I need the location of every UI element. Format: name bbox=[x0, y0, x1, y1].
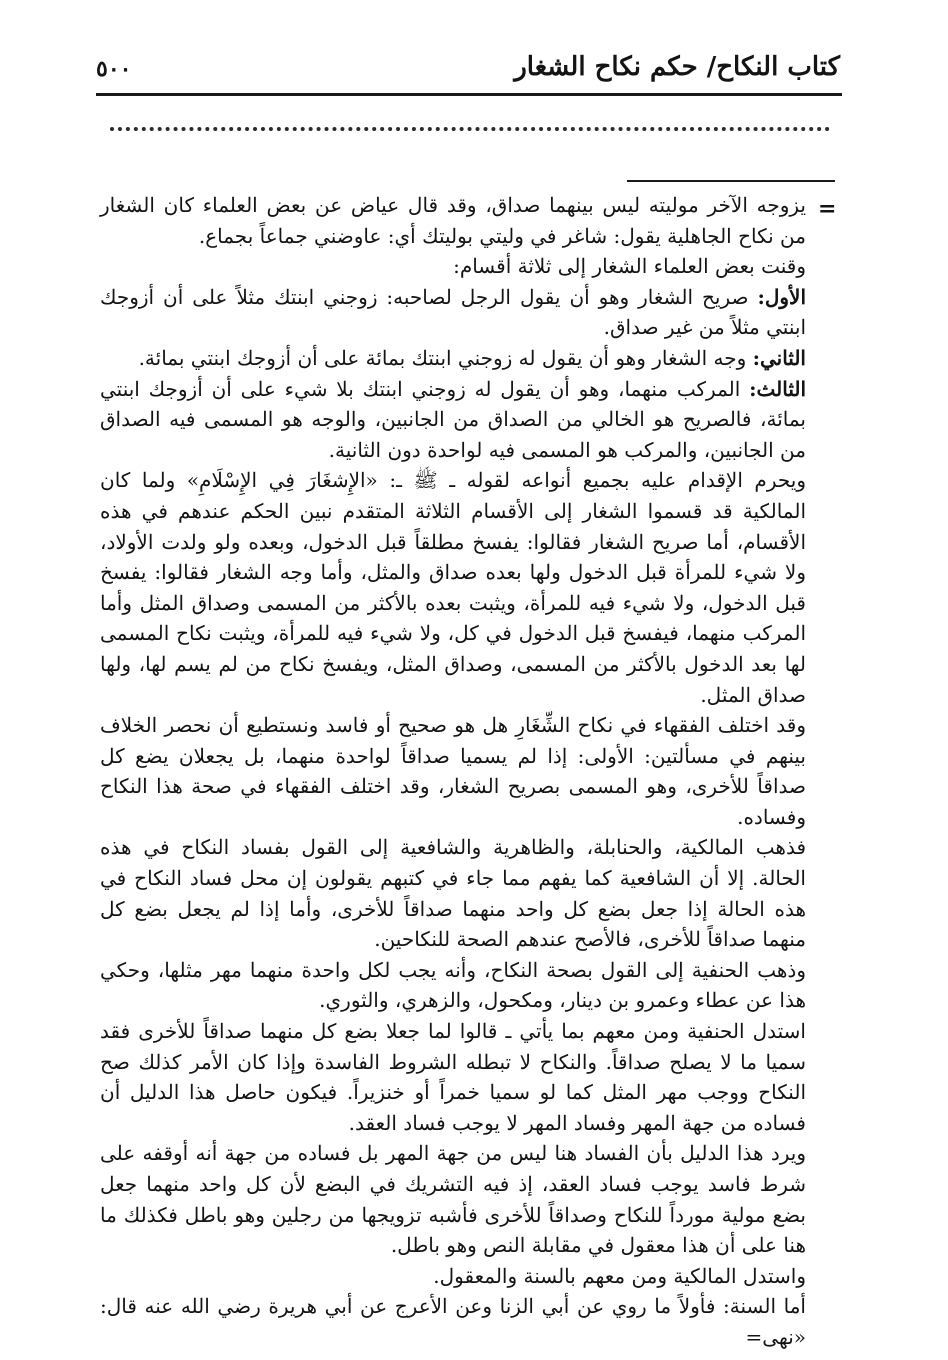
paragraph bbox=[100, 251, 806, 282]
paragraph-text: وجه الشغار وهو أن يقول له زوجني ابنتك بمائة على أن أزوجك ابنتي بمائة. bbox=[138, 345, 747, 370]
paragraph bbox=[100, 190, 806, 251]
paragraph bbox=[100, 465, 806, 710]
paragraph-text: أما السنة: فأولاً ما روي عن أبي الزنا وعن الأعرج عن أبي هريرة رضي الله عنه قال: «نهى= bbox=[100, 1294, 806, 1349]
paragraph bbox=[100, 1261, 806, 1292]
paragraph bbox=[100, 343, 806, 374]
paragraph bbox=[100, 1016, 806, 1138]
paragraph bbox=[100, 832, 806, 954]
dotted-separator bbox=[110, 127, 830, 131]
paragraph-text: وذهب الحنفية إلى القول بصحة النكاح، وأنه يجب لكل واحدة منهما مهر مثلها، وحكي هذا عن عطاء وعمرو بن دينار، ومكحول، والزهري، والثوري. bbox=[100, 957, 806, 1013]
page-number: ٥٠٠ bbox=[96, 56, 132, 82]
paragraph-text: ويرد هذا الدليل بأن الفساد هنا ليس من جهة المهر بل فساده من جهة أنه أوقفه على شرط فاسد يوجب فساد العقد، إذ فيه التشريك في البضع لأن كل واحد منهما جعل بضع مولية مورداً للنكاح وصداقاً للأخرى فأشبه تزويجها من رجلين وهو باطل فكذلك ما هنا على أن هذا معقول في مقابلة النص وهو باطل. bbox=[100, 1141, 806, 1258]
header-rule bbox=[96, 93, 842, 96]
paragraph-text: فذهب المالكية، والحنابلة، والظاهرية والشافعية إلى القول بفساد النكاح في هذه الحالة. إلا أن الشافعية كما يفهم مما جاء في كتبهم يقولون إن محل فساد النكاح في هذه الحالة إذا جعل بضع كل واحد منهما صداقاً للأخرى، وأما إذا لم يجعل بضع كل منهما صداقاً للأخرى، فالأصح عندهم الصحة للنكاحين. bbox=[100, 835, 806, 952]
paragraph bbox=[100, 710, 806, 832]
paragraph bbox=[100, 1291, 806, 1352]
paragraph bbox=[100, 374, 806, 466]
paragraph bbox=[100, 955, 806, 1016]
paragraph-lead: الثالث: bbox=[749, 376, 807, 401]
chapter-title: كتاب النكاح/ حكم نكاح الشغار bbox=[514, 52, 840, 82]
paragraph-text: صريح الشغار وهو أن يقول الرجل لصاحبه: زوجني ابنتك مثلاً على أن أزوجك ابنتي مثلاً من غير صداق. bbox=[100, 284, 806, 340]
paragraph-text: وقنت بعض العلماء الشغار إلى ثلاثة أقسام: bbox=[453, 254, 806, 279]
paragraph-lead: الأول: bbox=[757, 284, 807, 309]
paragraph-lead: الثاني: bbox=[752, 345, 806, 370]
running-header bbox=[96, 50, 840, 90]
paragraph-text: واستدل المالكية ومن معهم بالسنة والمعقول. bbox=[433, 1263, 806, 1288]
body-text bbox=[100, 190, 806, 1353]
paragraph bbox=[100, 282, 806, 343]
paragraph-text: وقد اختلف الفقهاء في نكاح الشِّغَارِ هل هو صحيح أو فاسد ونستطيع أن نحصر الخلاف بينهم في مسألتين: الأولى: إذا لم يسميا صداقاً لواحدة منهما، بل يجعلان يضع كل صداقاً للأخرى، وهو المسمى بصريح الشغار، وقد اختلف الفقهاء في صحة هذا النكاح وفساده. bbox=[100, 713, 806, 829]
footnote-rule bbox=[627, 180, 835, 182]
paragraph-text: المركب منهما، وهو أن يقول له زوجني ابنتك بلا شيء على أن أزوجك ابنتي بمائة، فالصريح هو الخالي من الصداق من الجانبين، والوجه هو المسمى فيه الصداق من الجانبين، والمركب هو المسمى فيه لواحدة دون الثانية. bbox=[100, 376, 806, 462]
paragraph-text: يزوجه الآخر موليته ليس بينهما صداق، وقد قال عياض عن بعض العلماء كان الشغار من نكاح الجاهلية يقول: شاغر في وليتي بوليتك أي: عاوضني جماعاً بجماع. bbox=[100, 193, 806, 248]
paragraph bbox=[100, 1138, 806, 1260]
continuation-mark: = bbox=[818, 196, 837, 222]
paragraph-text: استدل الحنفية ومن معهم بما يأتي ـ قالوا لما جعلا بضع كل منهما صداقاً للأخرى فقد سميا ما لا يصلح صداقاً. والنكاح لا تبطله الشروط الفاسدة وإذا كان الأمر كذلك صح النكاح ووجب مهر المثل كما لو سميا خمراً أو خنزيراً. فيكون حاصل هذا الدليل أن فساده من جهة المهر وفساد المهر لا يوجب فساد العقد. bbox=[100, 1019, 806, 1135]
paragraph-text: ويحرم الإقدام عليه بجميع أنواعه لقوله ـ ﷺ ـ: «الإِشغَارَ فِي الإِسْلَامِ» ولما كان المالكية قد قسموا الشغار إلى الأقسام الثلاثة المتقدم نبين الحكم عندهم في هذه الأقسام، أما صريح الشغار فقالوا: يفسخ مطلقاً قبل الدخول، وبعده ولو ولدت الأولاد، ولا شيء للمرأة قبل الدخول ولها بعده صداق والمثل، وأما وجه الشغار فقالوا: يفسخ قبل الدخول، ولا شيء فيه للمرأة، ويثبت بعده بالأكثر من المسمى وصداق المثل وأما المركب منهما، فيفسخ قبل الدخول في كل، ولا شيء فيه للمرأة، ويثبت نكاح المسمى لها بعد الدخول بالأكثر من المسمى، وصداق المثل، ويفسخ نكاح من لم يسم لها، ولها صداق المثل. bbox=[100, 468, 806, 707]
